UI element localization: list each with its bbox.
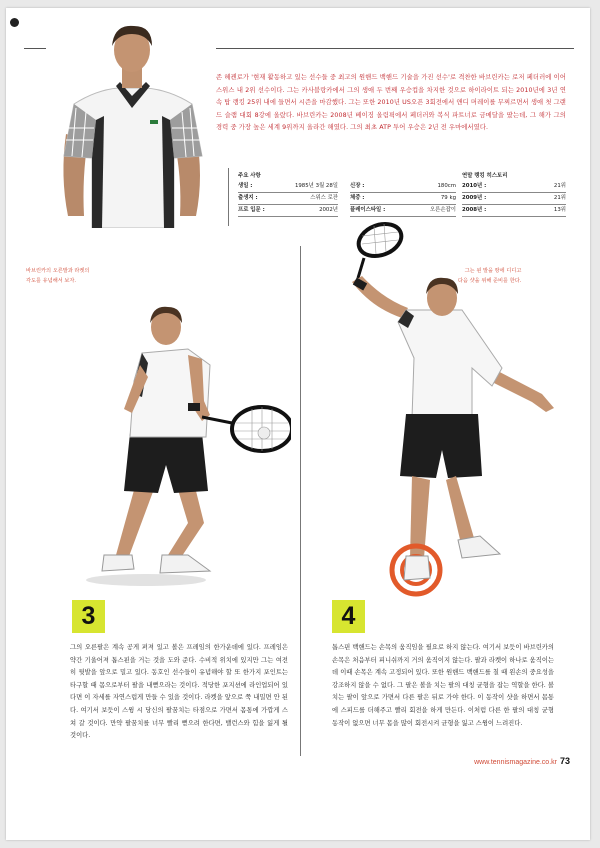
- stat-row: 생일 : 1985년 3월 28일: [238, 181, 338, 193]
- player-portrait: [46, 16, 216, 228]
- step-4-badge: 4: [332, 600, 365, 633]
- stat-row: 2010년 : 21위: [462, 181, 566, 193]
- stat-row: 신장 : 180cm: [350, 181, 456, 193]
- page-footer: [474, 756, 570, 766]
- player-photo-step-3: [76, 293, 291, 588]
- step-3-text: 그의 오른팔은 계속 공게 펴져 있고 볼은 프레임의 한가운데에 있다. 프레임은 약간 기울어져 톱스핀을 거는 것을 도와 준다. 수비적 위치에 있지만 그는 여전히 뒷발을 앞으로 밀고 있다. 동호인 선수들이 유념해야 할 또 한가지 포인트는 타구할 때 몸으로부터 팔을 내뻗으라는 것이다. 적당한 포지션에 라인업되어 있다면 이 자세를 자연스럽게 만들 수 있을 것이다. 라켓을 앞으로 쭉 내밀면 안 된다. 여기서 보듯이 스윙 시 당신의 팔꿈치는 타점으로 가면서 몸통에 가깝게 스쳐 갈 것이다. 만약 팔꿈치를 너무 빨리 뻗으려 한다면, 밸런스와 힘을 잃게 될 것이다.: [70, 644, 288, 740]
- page-number: 73: [559, 756, 570, 766]
- stat-row: 2009년 : 21위: [462, 193, 566, 205]
- stat-row: 2008년 : 13위: [462, 205, 566, 217]
- step-4-text: 톱스핀 백핸드는 손목의 움직임을 필요로 하지 않는다. 여기서 보듯이 바브린카의 손목은 처음부터 피니쉬까지 거의 움직이지 않는다. 팔과 라켓이 하나로 움직이는데 이때 손목은 계속 고정되어 있다. 또한 원핸드 백핸드를 칠 때 왼손의 중요성을 강조하지 않을 수 없다. 그 팔은 볼을 치는 팔의 대칭 균형을 잡는 역할을 한다. 볼 치는 팔이 앞으로 가면서 다른 팔은 뒤로 가야 한다. 이 동작이 샷을 하면서 몸통에 스피드를 더해주고 빨리 회전을 하게 만든다. 이처럼 다른 한 팔의 대칭 균형 동작이 없으면 너무 몸을 많이 회전시켜 균형을 잃고 스윙이 느려진다.: [332, 644, 554, 727]
- caption-right: 그는 왼 발을 땅에 디디고 다음 샷을 위해 준비를 한다.: [458, 268, 522, 284]
- column-divider: [300, 246, 301, 756]
- stat-row: 체중 : 79 kg: [350, 193, 456, 205]
- stat-row: 출생지 : 스위스 로잔: [238, 193, 338, 205]
- ranking-history: [462, 171, 566, 217]
- stat-row: 플레이스타일 : 오른손잡이: [350, 205, 456, 217]
- caption-left: 바브린카의 오른발과 라켓의 각도를 유념해서 보자.: [26, 268, 90, 284]
- stat-row: 프로 입문 : 2002년: [238, 205, 338, 217]
- bullet-dot: [10, 18, 19, 27]
- stats-divider: [228, 168, 229, 226]
- footer-url[interactable]: www.tennismagazine.co.kr: [474, 759, 557, 766]
- main-facts-title: 주요 사항: [238, 173, 261, 179]
- intro-paragraph: 존 헤켄로가 '현재 활동하고 있는 선수들 중 최고의 원핸드 백핸드 기술을 가진 선수'로 격찬한 바브린카는 로저 페더러에 이어 스위스 내 2위 선수이다. 그는 카사블랑카에서 그의 생애 두 번째 우승컵을 차지한 것으로 하이라이트 되는 2010년에 3년 연속 탑 랭킹 25위 내에 들면서 시즌을 마감했다. 그는 또한 2010년 US오픈 3회전에서 앤디 머레이를 무찌르면서 생애 첫 그랜드 슬램 대회 8강에 올랐다. 바브린카는 2008년 베이징 올림픽에서 페더러와 복식 파트너로 금메달을 땄는데, 그 해가 그의 경력 중 가장 높은 세계 9위까지 올라간 해였다. 그의 최초 ATP 투어 우승은 2년 전 우마에서였다.: [216, 74, 566, 132]
- step-3-badge: 3: [72, 600, 105, 633]
- main-facts: [238, 171, 338, 217]
- body-facts: [350, 171, 456, 217]
- ranking-history-title: 연말 랭킹 히스토리: [462, 173, 508, 179]
- player-photo-step-4: [332, 218, 572, 598]
- magazine-page: [6, 8, 590, 840]
